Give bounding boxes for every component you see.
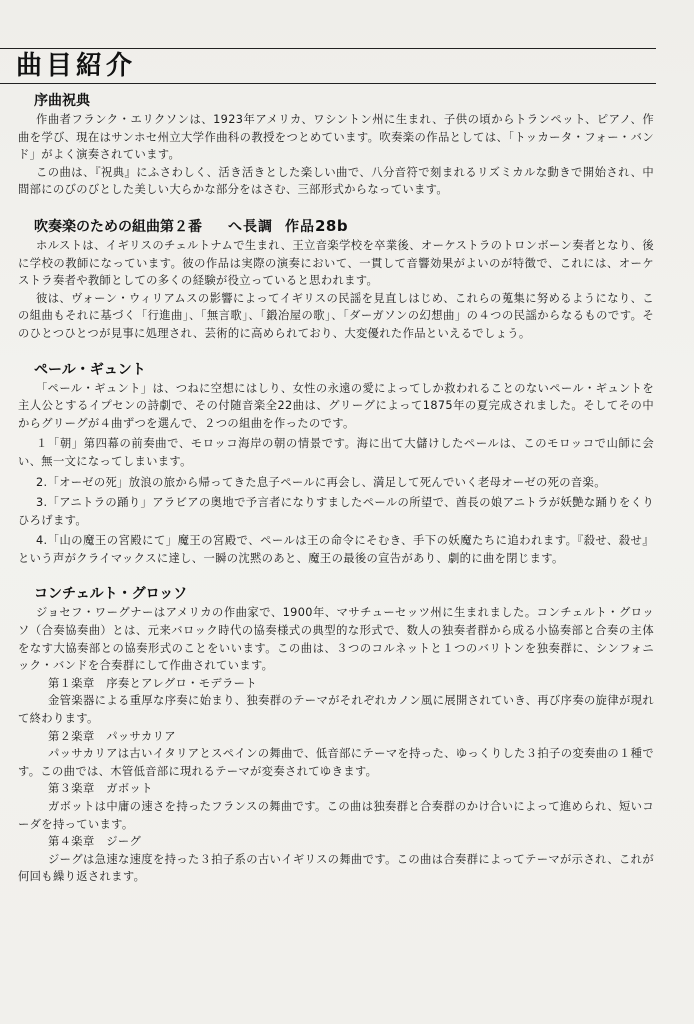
section-title: コンチェルト・グロッソ [34,586,188,603]
section-title: 序曲祝典 [34,93,90,109]
movement-body: ジーグは急速な速度を持った３拍子系の古いイギリスの舞曲です。この曲は合奏群によってテーマが示され、これが何回も繰り返されます。 [18,852,654,884]
paragraph: 3.「アニトラの踊り」アラビアの奥地で予言者になりすましたペールの所望で、酋長の娘アニトラが妖艶な踊りをくりひろげます。 [18,496,654,527]
section-title-row [0,217,694,236]
paragraph: 「ペール・ギュント」は、つねに空想にはしり、女性の永遠の愛によってしか救われることのないペール・ギュントを主人公とするイプセンの詩劇で、その付随音楽全22曲は、グリーグによって1875年の夏完成されました。そしてその中からグリーグが４曲ずつを選んで、２つの組曲を作ったのです。 [18,381,654,430]
movement-heading: 第４楽章 ジーグ [48,835,142,849]
paragraph: 2.「オーゼの死」放浪の旅から帰ってきた息子ペールに再会し、満足して死んでいく老母オーゼの死の音楽。 [36,475,606,489]
movement-body: ガボットは中庸の速さを持ったフランスの舞曲です。この曲は独奏群と合奏群のかけ合いによって進められ、短いコーダを持っています。 [18,800,654,831]
program-content [0,92,694,886]
page-title: 曲目紹介 [16,51,137,81]
movement-heading: 第３楽章 ガボット [48,782,153,796]
movement-body: パッサカリアは古いイタリアとスペインの舞曲で、低音部にテーマを持った、ゆっくりした３拍子の変奏曲の１種です。この曲では、木管低音部に現れるテーマが変奏されてゆきます。 [18,747,654,778]
section-festive-overture [0,92,694,199]
paragraph: この曲は、『祝典』にふさわしく、活き活きとした楽しい曲で、八分音符で刻まれるリズミカルな動きで開始され、中間部にのびのびとした美しい大らかな部分をはさむ、三部形式からなっています。 [18,165,654,197]
paragraph: 彼は、ヴォーン・ウィリアムスの影響によってイギリスの民謡を見直しはじめ、これらの蒐集に努めるようになり、この組曲もそれに基づく「行進曲」、「無言歌」、「鍛冶屋の歌」、「ダーガソンの幻想曲」の４つの民謡からなるものです。そのひとつひとつが見事に処理され、芸術的に高められており、大変優れた作品といえるでしょう。 [18,291,654,340]
movement-body: 金管楽器による重厚な序奏に始まり、独奏群のテーマがそれぞれカノン風に展開されていき、再び序奏の旋律が現れて終わります。 [18,694,654,726]
movement-heading: 第１楽章 序奏とアレグロ・モデラート [48,676,257,690]
section-subtitle-opus: 28b [315,216,349,235]
paragraph: 4.「山の魔王の宮殿にて」魔王の宮殿で、ペールは王の命令にそむき、手下の妖魔たちに追われます。『殺せ、殺せ』という声がクライマックスに達し、一瞬の沈黙のあと、魔王の最後の宣告があり、劇的に曲を閉じます。 [18,534,654,565]
section-concerto-grosso [0,585,694,886]
paragraph: 作曲者フランク・エリクソンは、1923年アメリカ、ワシントン州に生まれ、子供の頃からトランペット、ピアノ、作曲を学び、現在はサンホセ州立大学作曲科の教授をつとめています。吹奏楽の作品としては、「トッカータ・フォー・バンド」がよく演奏されています。 [18,113,654,162]
paragraph: １「朝」第四幕の前奏曲で、モロッコ海岸の朝の情景です。海に出て大儲けしたペールは、このモロッコで山師に会い、無一文になってしまいます。 [18,437,654,468]
paragraph: ジョセフ・ワーグナーはアメリカの作曲家で、1900年、マサチューセッツ州に生まれました。コンチェルト・グロッソ（合奏協奏曲）とは、元来バロック時代の協奏様式の典型的な形式で、数人の独奏者群から成る小協奏部と合奏の主体をなす大協奏部との協奏形式のことをいいます。この曲は、３つのコルネットと１つのバリトンを独奏群に、シンフォニック・バンドを合奏群にして作曲されています。 [18,606,654,673]
section-title: ペール・ギュント [34,361,146,378]
section-title: 吹奏楽のための組曲第２番 [34,218,202,235]
page-header [0,48,656,84]
section-subtitle-key: へ長調 [228,218,273,235]
section-subtitle-work: 作品 [285,218,315,235]
movement-heading: 第２楽章 パッサカリア [48,729,176,743]
paragraph: ホルストは、イギリスのチェルトナムで生まれ、王立音楽学校を卒業後、オーケストラのトロンボーン奏者となり、後に学校の教師になっています。彼の作品は実際の演奏において、一貫して音響効果がよいのが特徴で、これには、オーケストラ奏者や教師としての多くの経験が役立っていると思われます。 [18,238,654,288]
section-holst-suite [0,217,694,343]
section-peer-gynt [0,361,694,568]
